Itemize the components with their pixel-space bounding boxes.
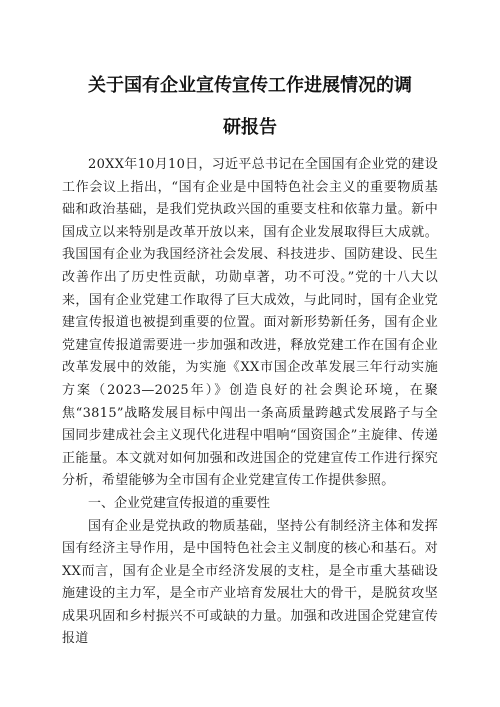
document-title-line1: 关于国有企业宣传宣传工作进展情况的调 — [88, 75, 412, 96]
document-title-line2: 研报告 — [223, 117, 277, 138]
section-paragraph: 国有企业是党执政的物质基础，坚持公有制经济主体和发挥国有经济主导作用，是中国特色社会主义制度的核心和基石。对XX而言，国有企业是全市经济发展的支柱，是全市重大基础设施建设的主力军，是全市产业培育发展壮大的骨干，是脱贫攻坚成果巩固和乡村振兴不可或缺的力量。加强和改进国企党建宣传报道 — [62, 518, 438, 647]
document-page — [62, 68, 438, 651]
section-heading: 一、企业党建宣传报道的重要性 — [88, 495, 271, 511]
document-title — [62, 68, 438, 146]
intro-paragraph: 20XX年10月10日，习近平总书记在全国国有企业党的建设工作会议上指出，“国有企业是中国特色社会主义的重要物质基础和政治基础，是我们党执政兴国的重要支柱和依靠力量。新中国成立以来特别是改革开放以来，国有企业发展取得巨大成就。我国国有企业为我国经济社会发展、科技进步、国防建设、民生改善作出了历史性贡献，功勋卓著，功不可没。”党的十八大以来，国有企业党建工作取得了巨大成效，与此同时，国有企业党建宣传报道也被提到重要的位置。面对新形势新任务，国有企业党建宣传报道需要进一步加强和改进，释放党建工作在国有企业改革发展中的效能，为实施《XX市国企改革发展三年行动实施方案（2023—2025年）》创造良好的社会舆论环境，在聚焦“3815”战略发展目标中闯出一条高质量跨越式发展路子与全国同步建成社会主义现代化进程中唱响“国资国企”主旋律、传递正能量。本文就对如何加强和改进国企的党建宣传工作进行探究分析，希望能够为全市国有企业党建宣传工作提供参照。 — [62, 157, 438, 489]
